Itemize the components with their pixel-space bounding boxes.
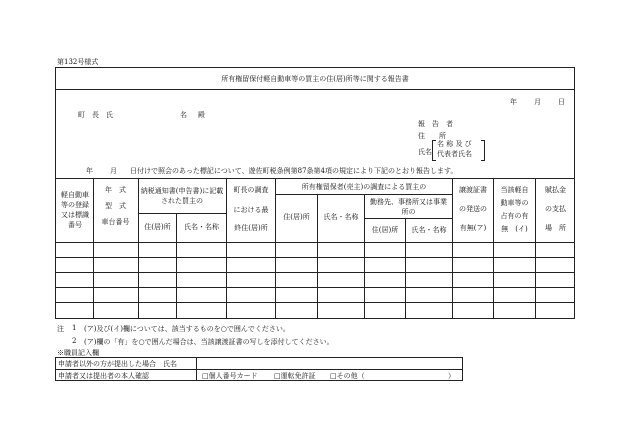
col-payment-place-l3: 場 所 bbox=[545, 224, 566, 232]
table-row-line-3 bbox=[55, 287, 575, 288]
form-title: 所有権留保付軽自動車等の買主の住(居)所等に関する報告書 bbox=[221, 75, 409, 83]
checkbox-id-card[interactable]: □個人番号カード bbox=[202, 372, 258, 380]
addressee-honorific: 殿 bbox=[198, 111, 205, 119]
col-possession-l2: 動車等の bbox=[500, 199, 529, 207]
note1-text: (ア)及び(イ)欄については、該当するものを○で囲んでください。 bbox=[84, 325, 290, 333]
reporter-heading: 報 告 者 bbox=[418, 120, 453, 128]
intro-month: 月 bbox=[110, 167, 117, 175]
title-divider bbox=[55, 89, 575, 90]
col3-sub-divider bbox=[138, 213, 226, 214]
col-possession-l4: 無 (イ) bbox=[501, 225, 528, 233]
notes-label: 注 bbox=[57, 325, 64, 333]
col-line-4 bbox=[226, 178, 227, 319]
col-workplace-head: 勤務先、事務所又は事業所の bbox=[370, 197, 447, 216]
checkbox-other[interactable]: □その他（ bbox=[330, 372, 365, 380]
table-header-bottom bbox=[55, 242, 575, 243]
reporter-address-label: 住 所 bbox=[418, 132, 446, 140]
col-line-11 bbox=[535, 178, 536, 319]
col-payment-place-l2: の支払 bbox=[545, 205, 566, 213]
col-transfer-deed-l3: 有無(ア) bbox=[459, 224, 487, 232]
table-row-line-1 bbox=[55, 257, 575, 258]
date-month-label: 月 bbox=[534, 98, 541, 106]
staff-row-divider bbox=[55, 369, 463, 370]
col-model-year: 年 式 bbox=[105, 186, 126, 194]
note1-number: 1 bbox=[72, 324, 77, 332]
col-possession-l1: 当該軽自 bbox=[500, 186, 529, 194]
col-payment-place-l1: 賦払金 bbox=[545, 186, 566, 194]
col-seller-name: 氏名・名称 bbox=[323, 213, 359, 221]
col-tax-notice-buyer: 納税通知書(申告書)に記載された買主の bbox=[140, 187, 224, 205]
addressee-name-label: 名 bbox=[180, 111, 187, 119]
col-tax-notice-name: 氏名・名称 bbox=[184, 223, 219, 231]
col-seller-survey-head: 所有権留保者(売主)の調査による買主の bbox=[301, 183, 427, 191]
table-top-line bbox=[55, 178, 575, 179]
staff-col-divider bbox=[196, 357, 197, 381]
col-line-2 bbox=[138, 178, 139, 319]
intro-text: 日付けで照会のあった標記について、遊佐町税条例第87条第4項の規定により下記のとおり報告します。 bbox=[130, 167, 458, 175]
col-line-7 bbox=[364, 194, 365, 319]
col-line-5 bbox=[275, 178, 276, 319]
col-workplace-address: 住(居)所 bbox=[371, 226, 399, 234]
intro-year: 年 bbox=[86, 167, 93, 175]
col-seller-address: 住(居)所 bbox=[283, 213, 310, 221]
staff-row2-label: 申請者又は提出者の本人確認 bbox=[58, 372, 149, 380]
date-day-label: 日 bbox=[558, 98, 565, 106]
reporter-name-line2: 代表者氏名 bbox=[437, 150, 472, 158]
addressee-office: 町 長 氏 bbox=[78, 111, 113, 119]
col-mayor-survey-l2: における最 bbox=[233, 206, 269, 214]
col5-sub3-divider bbox=[364, 218, 452, 219]
other-close-paren: ） bbox=[448, 372, 455, 380]
table-row-line-4 bbox=[55, 302, 575, 303]
name-bracket-left bbox=[432, 140, 436, 161]
col-transfer-deed-l2: の発送の bbox=[459, 205, 487, 213]
col-line-9 bbox=[452, 178, 453, 319]
note2-text: (ア)欄の「有」を○で囲んだ場合は、当該譲渡証書の写しを添付してください。 bbox=[84, 338, 334, 346]
staff-row1-label: 申請者以外の方が提出した場合 氏名 bbox=[58, 360, 177, 368]
reporter-name-prefix: 氏名 bbox=[418, 148, 432, 156]
col-mayor-survey-l3: 終住(居)所 bbox=[234, 224, 268, 232]
name-bracket-right bbox=[481, 140, 485, 161]
col-tax-notice-address: 住(居)所 bbox=[144, 223, 171, 231]
col-possession-l3: 占有の有 bbox=[500, 212, 529, 220]
form-number: 第132号様式 bbox=[57, 58, 99, 66]
col-registration-number: 軽自動車等の登録又は標識番号 bbox=[61, 191, 89, 229]
reporter-name-line1: 名 称 及 び bbox=[437, 140, 472, 148]
col-model-type: 型 式 bbox=[105, 202, 126, 210]
table-row-line-2 bbox=[55, 272, 575, 273]
col-mayor-survey-l1: 町長の調査 bbox=[233, 186, 269, 194]
note2-number: 2 bbox=[72, 337, 77, 345]
checkbox-license[interactable]: □運転免許証 bbox=[274, 372, 316, 380]
col-transfer-deed-l1: 譲渡証書 bbox=[459, 186, 487, 194]
date-year-label: 年 bbox=[510, 98, 517, 106]
col-chassis-number: 車台番号 bbox=[101, 218, 130, 226]
staff-heading: ※職員記入欄 bbox=[57, 349, 99, 357]
col-workplace-name: 氏名・名称 bbox=[411, 226, 447, 234]
